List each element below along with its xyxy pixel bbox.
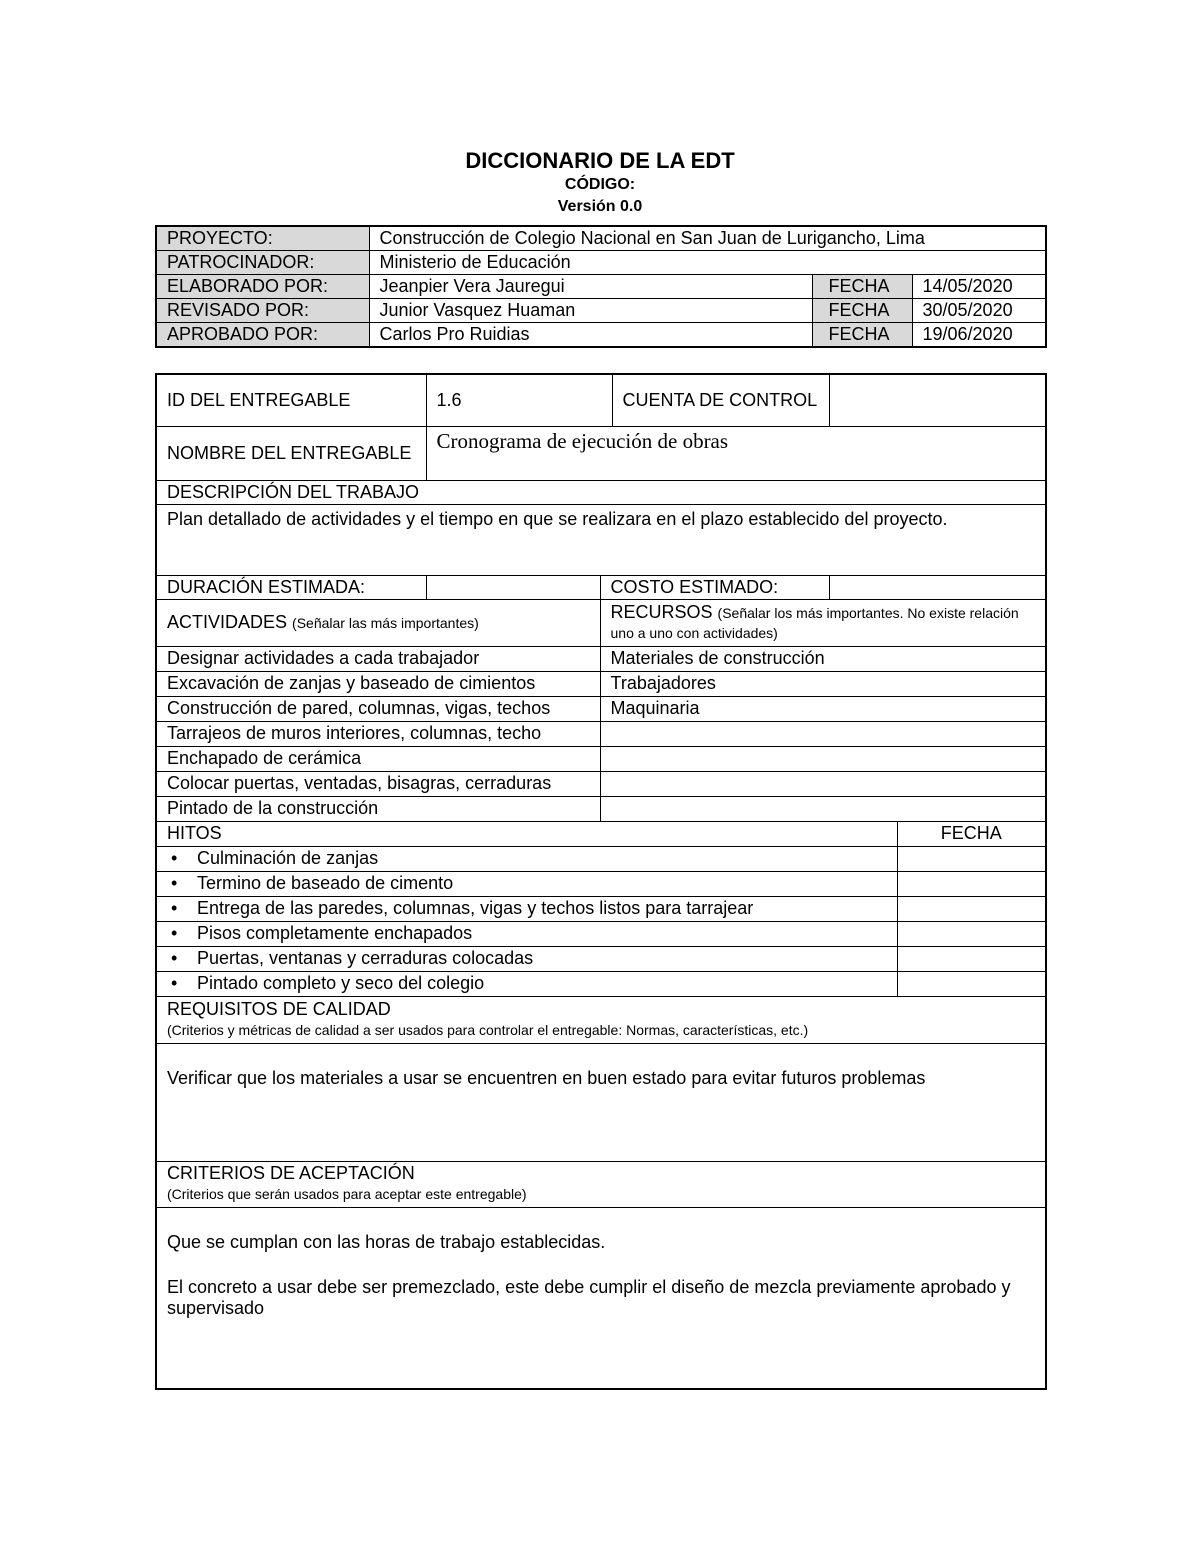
hito-item bbox=[156, 946, 897, 971]
activity-row bbox=[156, 771, 1046, 796]
hitos-header-row bbox=[156, 821, 1046, 846]
hito-item bbox=[156, 846, 897, 871]
sponsor-row bbox=[156, 251, 1046, 275]
project-row bbox=[156, 226, 1046, 251]
resource-item bbox=[600, 721, 1046, 746]
hitos-label: HITOS bbox=[156, 821, 897, 846]
id-value: 1.6 bbox=[426, 374, 612, 426]
document-title: DICCIONARIO DE LA EDT bbox=[465, 148, 735, 173]
resource-item: Trabajadores bbox=[600, 671, 1046, 696]
duracion-label: DURACIÓN ESTIMADA: bbox=[156, 575, 426, 599]
activity-item: Tarrajeos de muros interiores, columnas, techo bbox=[156, 721, 600, 746]
descripcion-row bbox=[156, 504, 1046, 575]
resource-item: Materiales de construcción bbox=[600, 646, 1046, 671]
id-label: ID DEL ENTREGABLE bbox=[156, 374, 426, 426]
document-code: CÓDIGO: bbox=[564, 176, 636, 193]
hito-text: Pisos completamente enchapados bbox=[197, 923, 473, 943]
bullet-icon bbox=[167, 898, 197, 918]
duracion-costo-row bbox=[156, 575, 1046, 599]
elaborado-label: ELABORADO POR: bbox=[156, 275, 369, 299]
hito-text: Culminación de zanjas bbox=[197, 848, 379, 868]
hito-item bbox=[156, 921, 897, 946]
activity-row bbox=[156, 796, 1046, 821]
hito-row bbox=[156, 846, 1046, 871]
recursos-header bbox=[600, 599, 1046, 646]
costo-label: COSTO ESTIMADO: bbox=[600, 575, 829, 599]
aceptacion-header bbox=[156, 1161, 1046, 1207]
hito-text: Termino de baseado de cimento bbox=[197, 873, 454, 893]
aceptacion-label: CRITERIOS DE ACEPTACIÓN bbox=[167, 1163, 415, 1183]
actividades-note: (Señalar las más importantes) bbox=[292, 614, 479, 631]
hito-fecha bbox=[897, 921, 1046, 946]
hito-text: Entrega de las paredes, columnas, vigas y techos listos para tarrajear bbox=[197, 898, 754, 918]
patrocinador-label: PATROCINADOR: bbox=[156, 251, 369, 275]
activity-row bbox=[156, 721, 1046, 746]
elaborado-fecha-label: FECHA bbox=[812, 275, 912, 299]
hito-item bbox=[156, 971, 897, 996]
duracion-value bbox=[426, 575, 600, 599]
resource-item: Maquinaria bbox=[600, 696, 1046, 721]
activity-row bbox=[156, 671, 1046, 696]
hito-row bbox=[156, 946, 1046, 971]
calidad-row bbox=[156, 1043, 1046, 1161]
nombre-value: Cronograma de ejecución de obras bbox=[426, 426, 1046, 480]
nombre-label: NOMBRE DEL ENTREGABLE bbox=[156, 426, 426, 480]
proyecto-value: Construcción de Colegio Nacional en San Juan de Lurigancho, Lima bbox=[369, 226, 1046, 251]
hito-row bbox=[156, 971, 1046, 996]
hito-row bbox=[156, 871, 1046, 896]
hito-item bbox=[156, 871, 897, 896]
revisado-row bbox=[156, 299, 1046, 323]
actividades-header bbox=[156, 599, 600, 646]
activity-item: Designar actividades a cada trabajador bbox=[156, 646, 600, 671]
descripcion-value: Plan detallado de actividades y el tiempo en que se realizara en el plazo establecido del proyecto. bbox=[156, 504, 1046, 575]
elaborado-name: Jeanpier Vera Jauregui bbox=[369, 275, 812, 299]
resource-item bbox=[600, 796, 1046, 821]
hito-fecha bbox=[897, 971, 1046, 996]
aceptacion-row bbox=[156, 1207, 1046, 1389]
hito-fecha bbox=[897, 871, 1046, 896]
deliverable-table bbox=[155, 373, 1047, 1390]
recursos-label: RECURSOS bbox=[610, 601, 713, 622]
cuenta-label: CUENTA DE CONTROL bbox=[612, 374, 829, 426]
hito-fecha bbox=[897, 896, 1046, 921]
activity-row bbox=[156, 696, 1046, 721]
activity-row bbox=[156, 646, 1046, 671]
hito-item bbox=[156, 896, 897, 921]
descripcion-header-row bbox=[156, 480, 1046, 504]
hito-text: Pintado completo y seco del colegio bbox=[197, 973, 485, 993]
hito-fecha bbox=[897, 846, 1046, 871]
revisado-name: Junior Vasquez Huaman bbox=[369, 299, 812, 323]
nombre-row bbox=[156, 426, 1046, 480]
activity-item: Construcción de pared, columnas, vigas, techos bbox=[156, 696, 600, 721]
aprobado-fecha-label: FECHA bbox=[812, 323, 912, 348]
revisado-label: REVISADO POR: bbox=[156, 299, 369, 323]
costo-value bbox=[829, 575, 1046, 599]
activity-row bbox=[156, 746, 1046, 771]
cuenta-value bbox=[829, 374, 1046, 426]
actividades-header-row bbox=[156, 599, 1046, 646]
bullet-icon bbox=[167, 923, 197, 943]
activity-item: Colocar puertas, ventadas, bisagras, cerraduras bbox=[156, 771, 600, 796]
aceptacion-item: El concreto a usar debe ser premezclado, este debe cumplir el diseño de mezcla previamente aprobado y supervisado bbox=[167, 1276, 1011, 1318]
id-row bbox=[156, 374, 1046, 426]
revisado-fecha-label: FECHA bbox=[812, 299, 912, 323]
calidad-header bbox=[156, 996, 1046, 1043]
aceptacion-note: (Criterios que serán usados para aceptar este entregable) bbox=[167, 1186, 527, 1202]
elaborado-row bbox=[156, 275, 1046, 299]
actividades-label: ACTIVIDADES bbox=[167, 611, 288, 632]
revisado-fecha: 30/05/2020 bbox=[912, 299, 1046, 323]
project-info-table bbox=[155, 225, 1047, 348]
hito-row bbox=[156, 921, 1046, 946]
aprobado-row bbox=[156, 323, 1046, 348]
bullet-icon bbox=[167, 948, 197, 968]
recursos-note: (Señalar los más importantes. No existe relación uno a uno con actividades) bbox=[610, 604, 1019, 641]
resource-item bbox=[600, 746, 1046, 771]
proyecto-label: PROYECTO: bbox=[156, 226, 369, 251]
calidad-label: REQUISITOS DE CALIDAD bbox=[167, 998, 391, 1019]
aprobado-label: APROBADO POR: bbox=[156, 323, 369, 348]
patrocinador-value: Ministerio de Educación bbox=[369, 251, 1046, 275]
aprobado-fecha: 19/06/2020 bbox=[912, 323, 1046, 348]
activity-item: Pintado de la construcción bbox=[156, 796, 600, 821]
bullet-icon bbox=[167, 848, 197, 868]
elaborado-fecha: 14/05/2020 bbox=[912, 275, 1046, 299]
aceptacion-value bbox=[156, 1207, 1046, 1389]
hito-text: Puertas, ventanas y cerraduras colocadas bbox=[197, 948, 534, 968]
resource-item bbox=[600, 771, 1046, 796]
document-version: Versión 0.0 bbox=[557, 198, 643, 215]
hito-fecha bbox=[897, 946, 1046, 971]
descripcion-label: DESCRIPCIÓN DEL TRABAJO bbox=[156, 480, 1046, 504]
hito-row bbox=[156, 896, 1046, 921]
hitos-fecha-label: FECHA bbox=[897, 821, 1046, 846]
aceptacion-item: Que se cumplan con las horas de trabajo establecidas. bbox=[167, 1231, 606, 1252]
calidad-value: Verificar que los materiales a usar se encuentren en buen estado para evitar futuros problemas bbox=[156, 1043, 1046, 1161]
bullet-icon bbox=[167, 973, 197, 993]
activity-item: Enchapado de cerámica bbox=[156, 746, 600, 771]
aprobado-name: Carlos Pro Ruidias bbox=[369, 323, 812, 348]
calidad-note: (Criterios y métricas de calidad a ser usados para controlar el entregable: Normas, características, etc.) bbox=[167, 1021, 809, 1038]
bullet-icon bbox=[167, 873, 197, 893]
activity-item: Excavación de zanjas y baseado de cimientos bbox=[156, 671, 600, 696]
aceptacion-header-row bbox=[156, 1161, 1046, 1207]
calidad-header-row bbox=[156, 996, 1046, 1043]
